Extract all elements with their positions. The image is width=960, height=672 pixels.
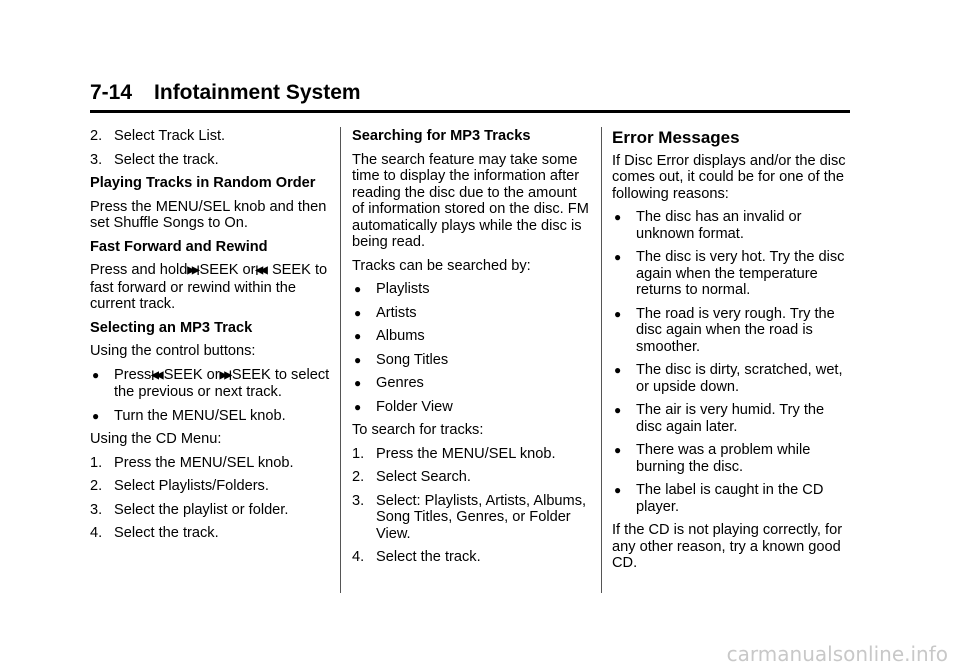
bullet-icon: ● <box>92 367 100 382</box>
list-item <box>352 305 592 322</box>
list-item <box>352 328 592 345</box>
text-run: SEEK to fast forward or rewind within the current track. <box>90 262 328 312</box>
step-number: 3. <box>90 151 103 168</box>
step-text: Select Track List. <box>114 128 226 144</box>
text-run: Press and hold <box>90 262 188 278</box>
bullet-text: Folder View <box>376 398 453 415</box>
step-number: 2. <box>90 478 103 494</box>
text-run: SEEK to select the previous or next track. <box>114 366 330 400</box>
bullet-icon: ● <box>354 376 362 390</box>
bullet-icon: ● <box>614 250 622 264</box>
text-run: Press <box>114 366 152 383</box>
step-number: 4. <box>90 525 103 541</box>
step-number: 2. <box>352 469 365 485</box>
list-item <box>612 442 852 475</box>
bullet-text: Genres <box>376 375 424 391</box>
list-item <box>90 502 330 519</box>
column-middle <box>352 128 592 573</box>
column-left <box>90 128 330 549</box>
list-item <box>612 482 852 515</box>
column-divider <box>340 127 341 593</box>
bullet-text <box>114 367 330 401</box>
list-item <box>352 469 592 486</box>
list-item <box>352 446 592 463</box>
paragraph-random-order: Press the MENU/SEL knob and then set Shuffle Songs to On. <box>90 198 327 231</box>
bullet-text: Turn the MENU/SEL knob. <box>114 407 286 424</box>
step-number: 1. <box>90 454 103 471</box>
bullet-text: The air is very humid. Try the disc again later. <box>636 402 825 435</box>
bullet-text: The disc is dirty, scratched, wet, or upside down. <box>636 362 843 395</box>
step-text: Select the track. <box>376 549 481 565</box>
page-number: 7-14 <box>90 81 133 104</box>
paragraph-control-buttons: Using the control buttons: <box>90 343 256 359</box>
paragraph-search: The search feature may take some time to display the information after reading the disc due to the amount of information stored on the disc. FM automatically plays while the disc is being read. <box>352 151 589 250</box>
column-divider <box>601 127 602 593</box>
seek-forward-icon: ▶▶| <box>187 265 197 276</box>
paragraph-to-search: To search for tracks: <box>352 422 484 438</box>
bullet-icon: ● <box>92 408 100 423</box>
step-number: 3. <box>90 501 103 518</box>
header-rule <box>90 110 850 113</box>
paragraph-fast-forward-rewind <box>90 262 330 313</box>
step-text: Select the track. <box>114 151 219 168</box>
list-item <box>90 525 330 542</box>
bullet-icon: ● <box>614 306 622 321</box>
list-item <box>612 249 852 299</box>
paragraph-error: If Disc Error displays and/or the disc comes out, it could be for one of the following reasons: <box>612 152 846 202</box>
bullet-text: Artists <box>376 304 417 321</box>
list-item <box>352 399 592 416</box>
step-number: 2. <box>90 128 103 144</box>
bullet-text: There was a problem while burning the disc. <box>636 442 811 475</box>
step-text: Press the MENU/SEL knob. <box>114 454 294 471</box>
step-number: 4. <box>352 549 365 565</box>
header-title-row <box>90 80 850 106</box>
bullet-text: The road is very rough. Try the disc again when the road is smoother. <box>636 305 835 355</box>
step-number: 1. <box>352 445 365 462</box>
section-title: Infotainment System <box>154 81 361 104</box>
list-item <box>90 478 330 495</box>
bullet-icon: ● <box>354 329 362 343</box>
bullet-icon: ● <box>614 443 622 457</box>
list-item <box>352 493 592 543</box>
step-text: Select the playlist or folder. <box>114 501 289 518</box>
text-run: SEEK or <box>163 366 220 383</box>
bullet-icon: ● <box>354 352 362 367</box>
column-right <box>612 128 852 579</box>
paragraph-tracks-searched: Tracks can be searched by: <box>352 257 531 274</box>
bullet-icon: ● <box>614 403 622 417</box>
heading-fast-forward-rewind: Fast Forward and Rewind <box>90 238 268 255</box>
text-run: SEEK or <box>199 262 256 278</box>
bullet-icon: ● <box>614 210 622 224</box>
watermark: carmanualsonline.info <box>726 642 948 666</box>
list-item <box>90 152 330 169</box>
step-text: Select: Playlists, Artists, Albums, Song Titles, Genres, or Folder View. <box>376 492 587 542</box>
list-item <box>612 306 852 356</box>
step-text: Select Search. <box>376 469 471 485</box>
bullet-text: Song Titles <box>376 351 449 368</box>
bullet-text: Playlists <box>376 281 430 297</box>
bullet-icon: ● <box>354 282 362 296</box>
seek-back-icon: |◀◀ <box>255 265 265 276</box>
bullet-icon: ● <box>614 363 622 377</box>
list-item <box>352 352 592 369</box>
heading-random-order: Playing Tracks in Random Order <box>90 175 316 191</box>
bullet-icon: ● <box>354 305 362 320</box>
heading-error-messages: Error Messages <box>612 128 740 147</box>
step-text: Select the track. <box>114 525 219 541</box>
bullet-icon: ● <box>614 483 622 497</box>
heading-selecting-mp3: Selecting an MP3 Track <box>90 319 253 336</box>
list-item <box>612 209 852 242</box>
heading-searching-mp3: Searching for MP3 Tracks <box>352 128 531 144</box>
seek-forward-icon: ▶▶| <box>219 369 229 381</box>
list-item <box>90 367 330 401</box>
list-item <box>90 408 330 425</box>
list-item <box>90 128 330 145</box>
step-text: Press the MENU/SEL knob. <box>376 445 556 462</box>
list-item <box>612 402 852 435</box>
list-item <box>352 281 592 298</box>
list-item <box>352 549 592 566</box>
list-item <box>612 362 852 395</box>
step-number: 3. <box>352 492 365 509</box>
list-item <box>352 375 592 392</box>
bullet-text: The disc has an invalid or unknown format. <box>636 209 802 242</box>
bullet-text: Albums <box>376 328 425 344</box>
bullet-text: The label is caught in the CD player. <box>636 482 824 515</box>
page-header <box>90 80 850 113</box>
bullet-text: The disc is very hot. Try the disc again when the temperature returns to normal. <box>636 249 845 298</box>
list-item <box>90 455 330 472</box>
seek-back-icon: |◀◀ <box>151 369 161 381</box>
paragraph-cd-menu: Using the CD Menu: <box>90 431 222 447</box>
bullet-icon: ● <box>354 399 362 414</box>
step-text: Select Playlists/Folders. <box>114 478 269 494</box>
paragraph-final: If the CD is not playing correctly, for any other reason, try a known good CD. <box>612 522 843 571</box>
